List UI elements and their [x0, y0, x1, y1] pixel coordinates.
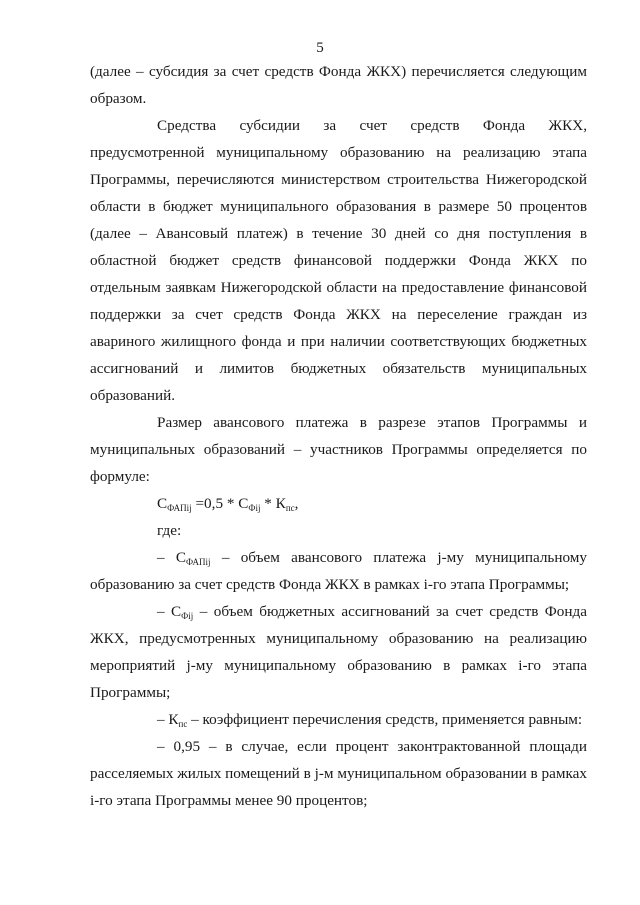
paragraph-continuation: (далее – субсидия за счет средств Фонда ЖКХ) перечисляется следующим образом. — [90, 63, 587, 107]
definition-subscript: пс — [178, 719, 188, 729]
definition-text: – объем авансового платежа j-му муниципальному образованию за счет средств Фонда ЖКХ в рамках i-го этапа Программы; — [90, 549, 587, 593]
formula-subscript-ps: пс — [285, 503, 295, 513]
formula-symbol-c: С — [157, 495, 168, 512]
definition-transfer-coefficient — [90, 706, 587, 733]
where-label: где: — [157, 522, 182, 539]
formula-subscript-fij: Фij — [248, 503, 261, 513]
definition-advance-payment — [90, 544, 587, 598]
paragraph-advance-size: Размер авансового платежа в разрезе этапов Программы и муниципальных образований – участников Программы определяется по формуле: — [90, 414, 587, 485]
coefficient-case-095: – 0,95 – в случае, если процент законтрактованной площади расселяемых жилых помещений в j-м муниципальном образовании в рамках i-го этапа Программы менее 90 процентов; — [90, 738, 587, 809]
definition-subscript: ФАПij — [186, 557, 211, 567]
definition-symbol: – К — [157, 711, 179, 728]
definition-symbol: – С — [157, 549, 187, 566]
page-number: 5 — [316, 40, 324, 56]
formula-subscript-fapij: ФАПij — [167, 503, 192, 513]
formula-middle: =0,5 * С — [191, 495, 249, 512]
definition-text: – объем бюджетных ассигнований за счет средств Фонда ЖКХ, предусмотренных муниципальному образованию на реализацию мероприятий j-му муниципальному образованию в рамках i-го этапа Программы; — [90, 603, 587, 701]
definition-text: – коэффициент перечисления средств, применяется равным: — [187, 711, 583, 728]
formula-line — [90, 490, 587, 517]
definition-subscript: Фij — [181, 611, 194, 621]
document-body — [90, 58, 587, 814]
formula-end: , — [294, 495, 299, 512]
definition-budget-allocations — [90, 598, 587, 706]
definition-symbol: – С — [157, 603, 182, 620]
formula-tail: * К — [260, 495, 286, 512]
paragraph-subsidy-transfer: Средства субсидии за счет средств Фонда ЖКХ, предусмотренной муниципальному образованию на реализацию этапа Программы, перечисляются министерством строительства Нижегородской области в бюджет муниципального образования в размере 50 процентов (далее – Авансовый платеж) в течение 30 дней со дня поступления в областной бюджет средств финансовой поддержки Фонда ЖКХ по отдельным заявкам Нижегородской области на предоставление финансовой поддержки за счет средств Фонда ЖКХ на переселение граждан из авариного жилищного фонда и при наличии соответствующих бюджетных ассигнований и лимитов бюджетных обязательств муниципальных образований. — [90, 117, 587, 404]
